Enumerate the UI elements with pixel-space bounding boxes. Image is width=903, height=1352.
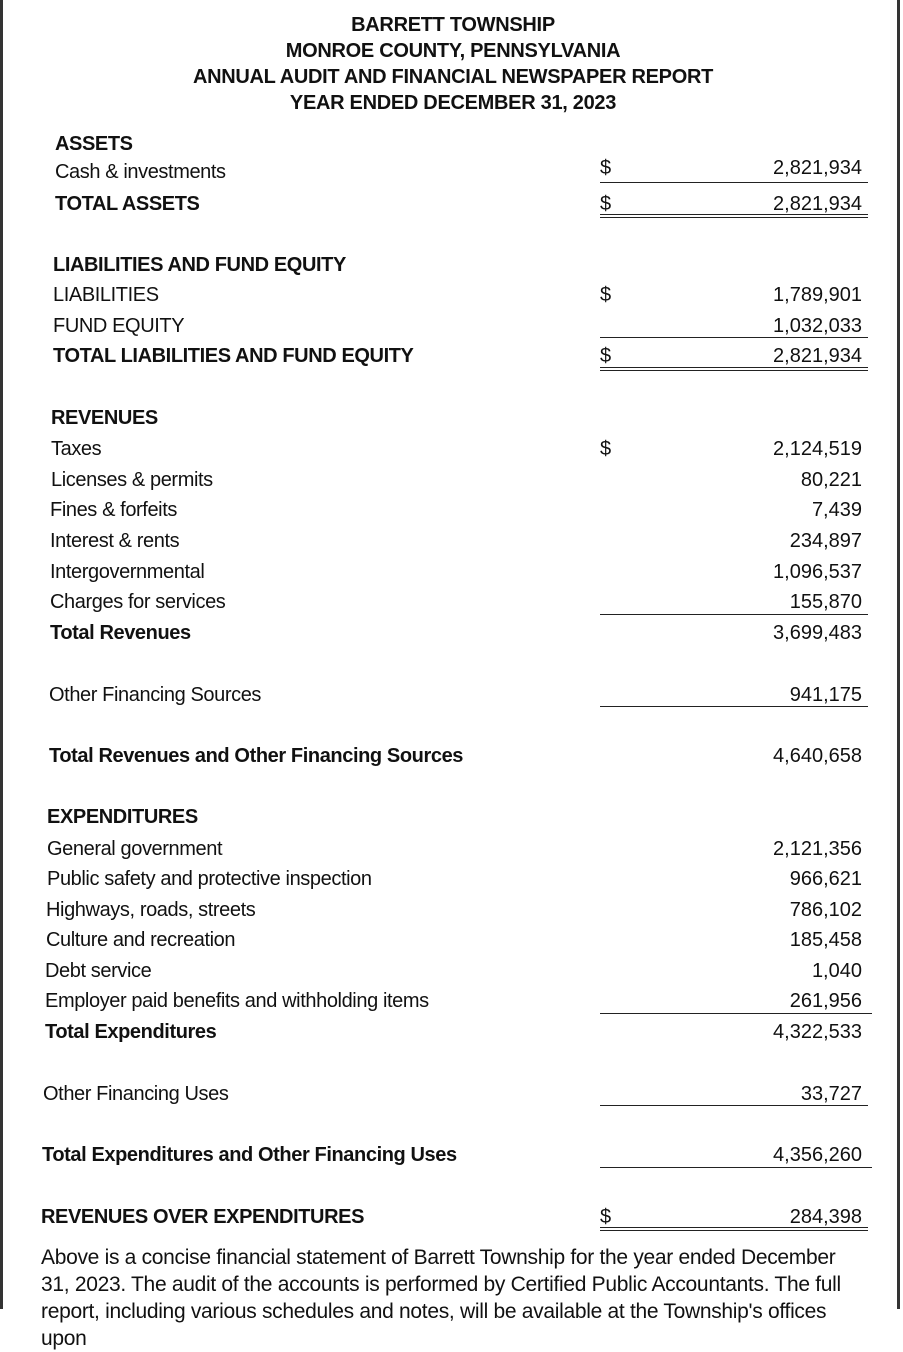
total-expenditures-other-rule [600, 1167, 872, 1168]
total-revenues-other-value: 4,640,658 [773, 745, 862, 767]
township-name: BARRETT TOWNSHIP [351, 14, 555, 36]
expenditure-subtotal-rule [600, 1013, 872, 1014]
expenditure-value: 185,458 [789, 929, 862, 951]
cash-row: Cash & investments [55, 161, 226, 183]
revenue-value: 1,096,537 [773, 561, 862, 583]
statement-note: Above is a concise financial statement of Barrett Township for the year ended December 31, 2023. The audit of the accounts is performed by Certified Public Accountants. The full report, including various schedules and notes, will be available at the Township's offices upon [41, 1246, 841, 1350]
currency-symbol: $ [600, 438, 612, 460]
county-state: MONROE COUNTY, PENNSYLVANIA [285, 40, 621, 62]
revenue-value: 234,897 [789, 530, 862, 552]
revenue-value: 155,870 [789, 591, 862, 613]
cash-value: 2,821,934 [773, 157, 862, 179]
expenditure-value: 2,121,356 [773, 838, 862, 860]
report-title: ANNUAL AUDIT AND FINANCIAL NEWSPAPER REPORT [192, 66, 714, 88]
currency-symbol: $ [600, 193, 612, 215]
revenue-value: 2,124,519 [773, 438, 862, 460]
other-financing-sources-rule [600, 706, 868, 707]
total-revenues-value: 3,699,483 [773, 622, 862, 644]
fund-equity-value: 1,032,033 [773, 315, 862, 337]
currency-symbol: $ [600, 157, 612, 179]
fund-equity-rule [600, 337, 868, 338]
cash-rule [600, 182, 868, 183]
currency-symbol: $ [600, 345, 612, 367]
report-header [3, 12, 903, 116]
currency-symbol: $ [600, 284, 612, 306]
expenditure-value: 966,621 [789, 868, 862, 890]
total-assets-rule [600, 214, 868, 218]
total-assets-value: 2,821,934 [773, 193, 862, 215]
report-period: YEAR ENDED DECEMBER 31, 2023 [289, 92, 617, 114]
total-expenditures-other-value: 4,356,260 [773, 1144, 862, 1166]
currency-symbol: $ [600, 1206, 612, 1228]
total-expenditures-value: 4,322,533 [773, 1021, 862, 1043]
report-page: BARRETT TOWNSHIP MONROE COUNTY, PENNSYLVANIA ANNUAL AUDIT AND FINANCIAL NEWSPAPER REPORT YEAR ENDED DECEMBER 31, 2023 ASSETS Cash & investments $ 2,821,934 TOTAL ASSETS $ 2,821,934 LIABILITIES AND FUND EQUITY LIABILITIES $ 1,789,901 FUND EQUITY 1,032,033 TOTAL LIABILITIES AND FUND EQUITY $ 2,821,934 REVENUES Taxes $ 2,124,519 Licenses & permits 80,221 Fines & forfeits 7,439 Interest & rents 234,897 Intergovernmental 1,096,537 Charges for services 155,870 Total Revenues 3,699,483 Other Financing Sources 941,175 Total Revenues and Other Financing Sources 4,640,658 EXPENDITURES General government 2,121,356 Public safety and protective inspection 966,621 Highways, roads, streets 786,102 Culture and recreation 185,458 Debt service 1,040 Employer paid benefits and withholding items 261,956 Total Expenditures 4,322,533 Other Financing Uses 33,727 Total Expenditures and Other Financing Uses 4,356,260 REVENUES OVER EXPENDITURES $ 284,398 Above is a concise financial statement of Barrett Township for the year ended December 31, 2023. The audit of the accounts is performed by Certified Public Accountants. The full report, including various schedules and notes, will be available at the Township's offices upon [0, 0, 900, 1309]
expenditure-value: 261,956 [789, 990, 862, 1012]
expenditure-value: 786,102 [789, 899, 862, 921]
revenue-subtotal-rule [600, 614, 868, 615]
net-rule [600, 1227, 868, 1231]
expenditure-value: 1,040 [811, 960, 862, 982]
revenue-value: 80,221 [800, 469, 862, 491]
total-liabilities-rule [600, 367, 868, 371]
revenue-value: 7,439 [811, 499, 862, 521]
total-liabilities-value: 2,821,934 [773, 345, 862, 367]
other-financing-uses-value: 33,727 [800, 1083, 862, 1105]
liabilities-value: 1,789,901 [773, 284, 862, 306]
other-financing-uses-rule [600, 1105, 868, 1106]
other-financing-sources-value: 941,175 [789, 684, 862, 706]
revenues-over-expenditures-value: 284,398 [789, 1206, 862, 1228]
